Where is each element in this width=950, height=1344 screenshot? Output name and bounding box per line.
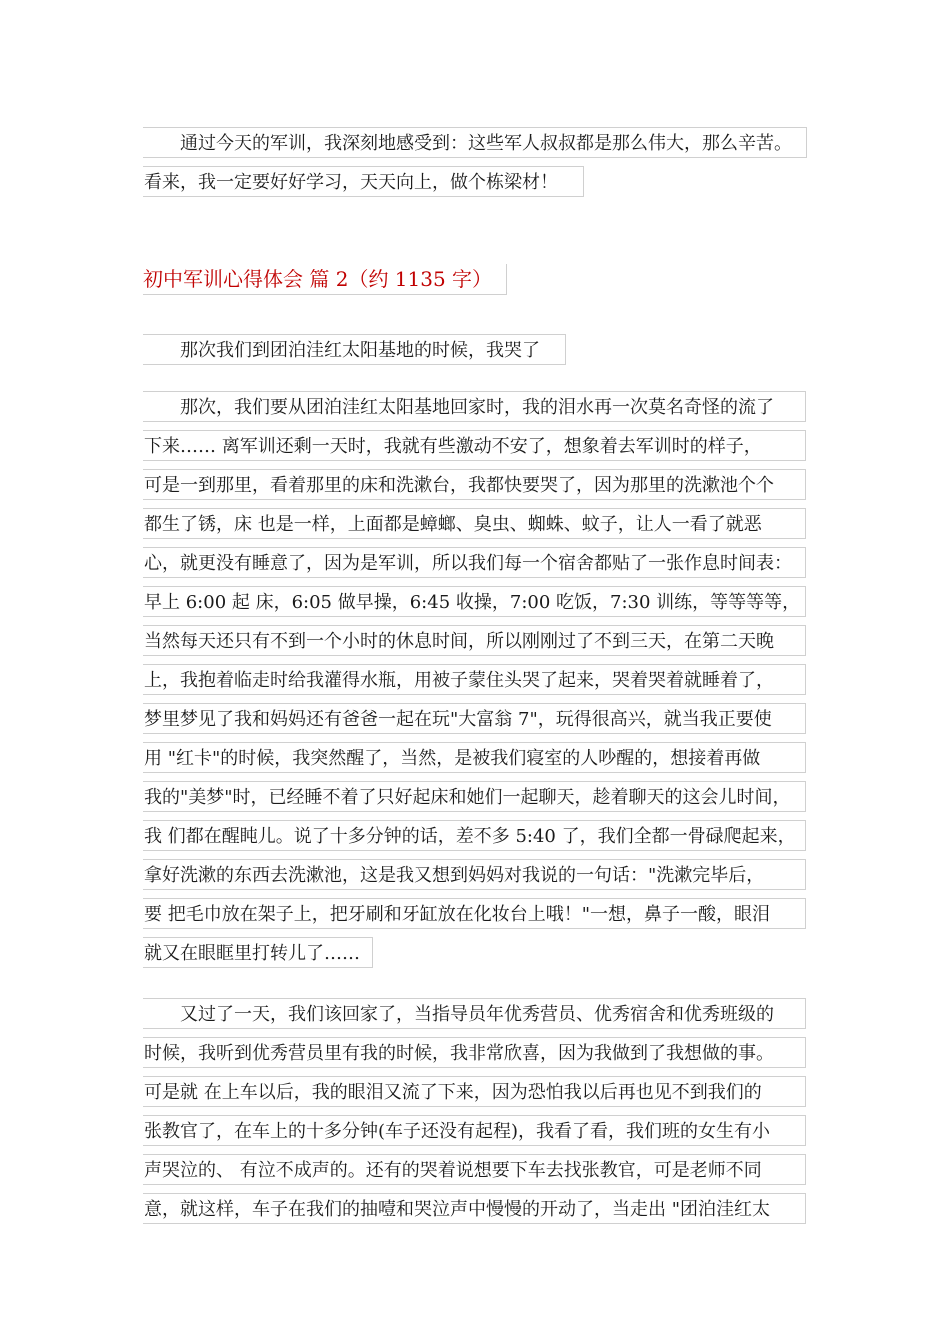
text-line: 上，我抱着临走时给我灌得水瓶，用被子蒙住头哭了起来，哭着哭着就睡着了，: [143, 664, 806, 695]
text-line: 下来…… 离军训还剩一天时，我就有些激动不安了，想象着去军训时的样子，: [143, 430, 806, 461]
text-line: 时候，我听到优秀营员里有我的时候，我非常欣喜，因为我做到了我想做的事。: [143, 1037, 806, 1068]
text-line: 声哭泣的、 有泣不成声的。还有的哭着说想要下车去找张教官，可是老师不同: [143, 1154, 806, 1185]
text-line: 看来，我一定要好好学习，天天向上，做个栋梁材！: [143, 166, 584, 197]
text-line: 早上 6:00 起 床，6:05 做早操，6:45 收操，7:00 吃饭，7:30 训练，等等等等，: [143, 586, 806, 617]
text-line: 要 把毛巾放在架子上，把牙刷和牙缸放在化妆台上哦！"一想，鼻子一酸，眼泪: [143, 898, 806, 929]
text-line: 意，就这样，车子在我们的抽噎和哭泣声中慢慢的开动了，当走出 "团泊洼红太: [143, 1193, 806, 1224]
text-line: 拿好洗漱的东西去洗漱池，这是我又想到妈妈对我说的一句话："洗漱完毕后，: [143, 859, 806, 890]
text-line: 我 们都在醒盹儿。说了十多分钟的话，差不多 5:40 了，我们全都一骨碌爬起来，: [143, 820, 806, 851]
text-line: 可是就 在上车以后，我的眼泪又流了下来，因为恐怕我以后再也见不到我们的: [143, 1076, 806, 1107]
text-line: 可是一到那里，看着那里的床和洗漱台，我都快要哭了，因为那里的洗漱池个个: [143, 469, 806, 500]
text-line: 那次，我们要从团泊洼红太阳基地回家时，我的泪水再一次莫名奇怪的流了: [143, 391, 806, 422]
text-line: 我的"美梦"时，已经睡不着了只好起床和她们一起聊天，趁着聊天的这会儿时间，: [143, 781, 806, 812]
text-line: 张教官了，在车上的十多分钟(车子还没有起程)，我看了看，我们班的女生有小: [143, 1115, 806, 1146]
text-line: 当然每天还只有不到一个小时的休息时间，所以刚刚过了不到三天，在第二天晚: [143, 625, 806, 656]
text-line: 又过了一天，我们该回家了，当指导员年优秀营员、优秀宿舍和优秀班级的: [143, 998, 806, 1029]
section-subtitle: 那次我们到团泊洼红太阳基地的时候，我哭了: [143, 334, 566, 365]
text-line: 用 "红卡"的时候，我突然醒了，当然，是被我们寝室的人吵醒的，想接着再做: [143, 742, 806, 773]
text-line: 都生了锈，床 也是一样，上面都是蟑螂、臭虫、蜘蛛、蚊子，让人一看了就恶: [143, 508, 806, 539]
section-heading: 初中军训心得体会 篇 2（约 1135 字）: [143, 264, 507, 295]
text-line: 心，就更没有睡意了，因为是军训，所以我们每一个宿舍都贴了一张作息时间表：: [143, 547, 806, 578]
text-line: 就又在眼眶里打转儿了……: [143, 937, 373, 968]
text-line: 梦里梦见了我和妈妈还有爸爸一起在玩"大富翁 7"，玩得很高兴，就当我正要使: [143, 703, 806, 734]
text-line: 通过今天的军训，我深刻地感受到：这些军人叔叔都是那么伟大，那么辛苦。: [143, 127, 807, 158]
